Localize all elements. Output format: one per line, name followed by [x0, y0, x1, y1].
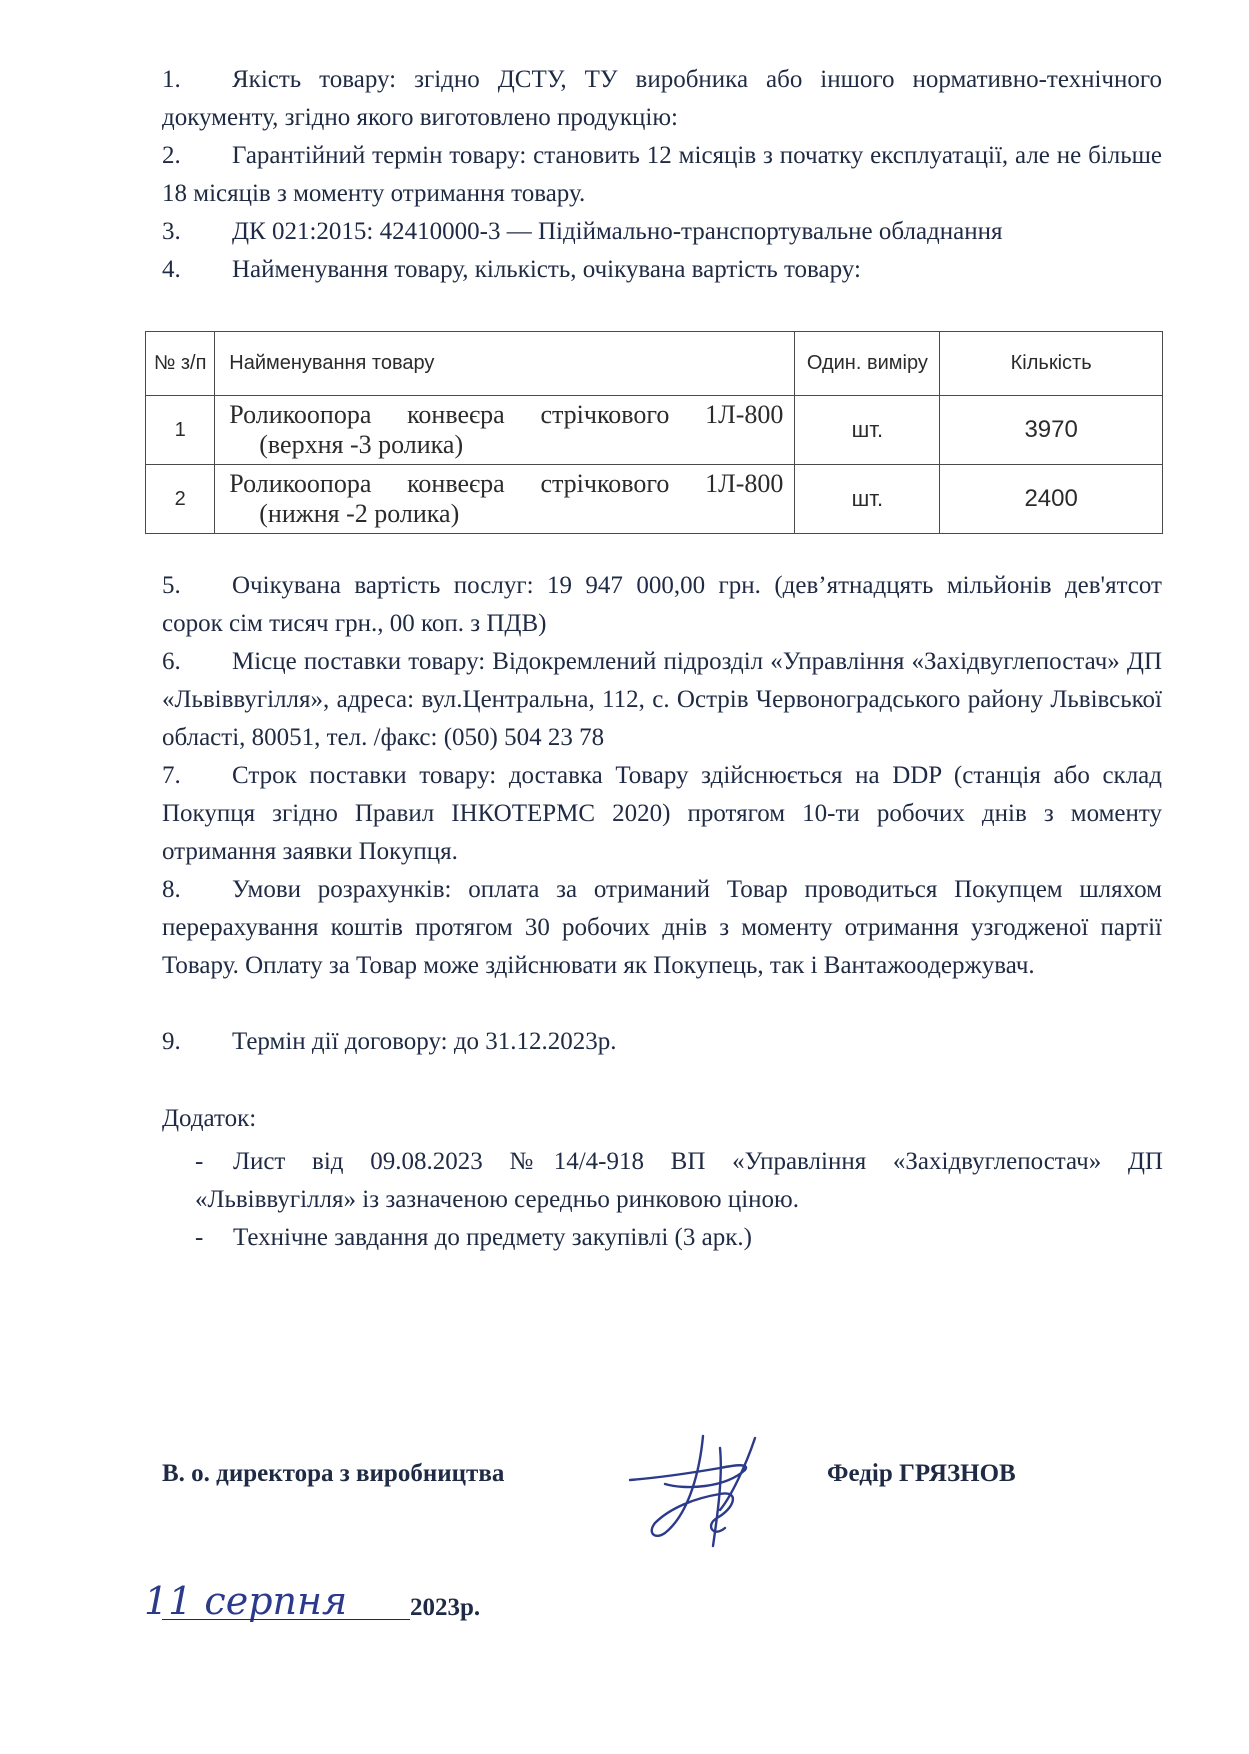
list-dash: -	[195, 1148, 204, 1175]
signatory-name: Федір ГРЯЗНОВ	[827, 1460, 1016, 1487]
table-row	[146, 396, 1163, 465]
attachment-text: Лист від 09.08.2023 №14/4-918 ВП «Управління «Західвуглепостач» ДП «Львіввугілля» із зазначеною середньо ринковою ціною.	[195, 1148, 1163, 1213]
table-header-row	[146, 332, 1163, 396]
item-2	[162, 137, 1162, 213]
header-unit: Один. виміру	[795, 332, 940, 396]
handwritten-date-text: 11 серпня	[144, 1579, 348, 1623]
handwritten-date	[140, 1570, 420, 1630]
attachments-title: Додаток:	[162, 1105, 257, 1132]
item-text: Найменування товару, кількість, очікувана вартість товару:	[232, 256, 861, 283]
cell-qty: 2400	[940, 465, 1163, 534]
item-number: 1.	[162, 66, 181, 93]
item-8	[162, 871, 1162, 985]
date-year: 2023р.	[410, 1594, 481, 1621]
item-text: ДК 021:2015: 42410000-3 — Підіймально-транспортувальне обладнання	[232, 218, 1003, 245]
item-text: Очікувана вартість послуг: 19 947 000,00 грн. (дев’ятнадцять мільйонів дев'ятсот сорок сім тисяч грн., 00 коп. з ПДВ)	[162, 572, 1162, 637]
item-number: 7.	[162, 762, 181, 789]
item-number: 9.	[162, 1028, 181, 1055]
item-4	[162, 251, 1162, 289]
cell-no: 1	[146, 396, 215, 465]
cell-name	[215, 396, 795, 465]
item-number: 5.	[162, 572, 181, 599]
attachment-item	[195, 1143, 1163, 1219]
item-text: Якість товару: згідно ДСТУ, ТУ виробника або іншого нормативно-технічного документу, згідно якого виготовлено продукцію:	[162, 66, 1162, 131]
cell-no: 2	[146, 465, 215, 534]
item-5	[162, 567, 1162, 643]
signature-scribble-icon	[625, 1428, 795, 1558]
cell-unit: шт.	[795, 396, 940, 465]
item-6	[162, 643, 1162, 757]
header-no: № з/п	[146, 332, 215, 396]
item-text: Умови розрахунків: оплата за отриманий Товар проводиться Покупцем шляхом перерахування коштів протягом 30 робочих днів з моменту отримання узгодженої партії Товару. Оплату за Товар може здійснювати як Покупець, так і Вантажоодержувач.	[162, 876, 1162, 979]
item-7	[162, 757, 1162, 871]
item-number: 4.	[162, 256, 181, 283]
list-dash: -	[195, 1224, 204, 1251]
table-row	[146, 465, 1163, 534]
cell-name-line1: Роликоопора конвеєра стрічкового 1Л-800	[229, 400, 784, 429]
cell-qty: 3970	[940, 396, 1163, 465]
cell-name-line2: (нижня -2 ролика)	[259, 499, 460, 528]
cell-name-line2: (верхня -3 ролика)	[259, 430, 464, 459]
header-name: Найменування товару	[215, 332, 795, 396]
item-9	[162, 1023, 1162, 1061]
item-number: 8.	[162, 876, 181, 903]
item-text: Гарантійний термін товару: становить 12 місяців з початку експлуатації, але не більше 18 місяців з моменту отримання товару.	[162, 142, 1162, 207]
item-text: Термін дії договору: до 31.12.2023р.	[232, 1028, 617, 1055]
item-number: 2.	[162, 142, 181, 169]
cell-unit: шт.	[795, 465, 940, 534]
header-qty: Кількість	[940, 332, 1163, 396]
signatory-title: В. о. директора з виробництва	[162, 1460, 505, 1487]
attachment-item	[195, 1219, 1163, 1257]
item-1	[162, 61, 1162, 137]
cell-name	[215, 465, 795, 534]
goods-table	[145, 331, 1163, 534]
date-underline	[162, 1619, 410, 1620]
cell-name-line1: Роликоопора конвеєра стрічкового 1Л-800	[229, 469, 784, 498]
item-number: 3.	[162, 218, 181, 245]
item-text: Строк поставки товару: доставка Товару здійснюється на DDP (станція або склад Покупця згідно Правил ІНКОТЕРМС 2020) протягом 10-ти робочих днів з моменту отримання заявки Покупця.	[162, 762, 1162, 865]
item-text: Місце поставки товару: Відокремлений підрозділ «Управління «Західвуглепостач» ДП «Львіввугілля», адреса: вул.Центральна, 112, с. Острів Червоноградського району Львівської області, 80051, тел. /факс: (050) 504 23 78	[162, 648, 1162, 751]
item-number: 6.	[162, 648, 181, 675]
attachment-text: Технічне завдання до предмету закупівлі (3 арк.)	[233, 1224, 752, 1251]
item-3	[162, 213, 1162, 251]
